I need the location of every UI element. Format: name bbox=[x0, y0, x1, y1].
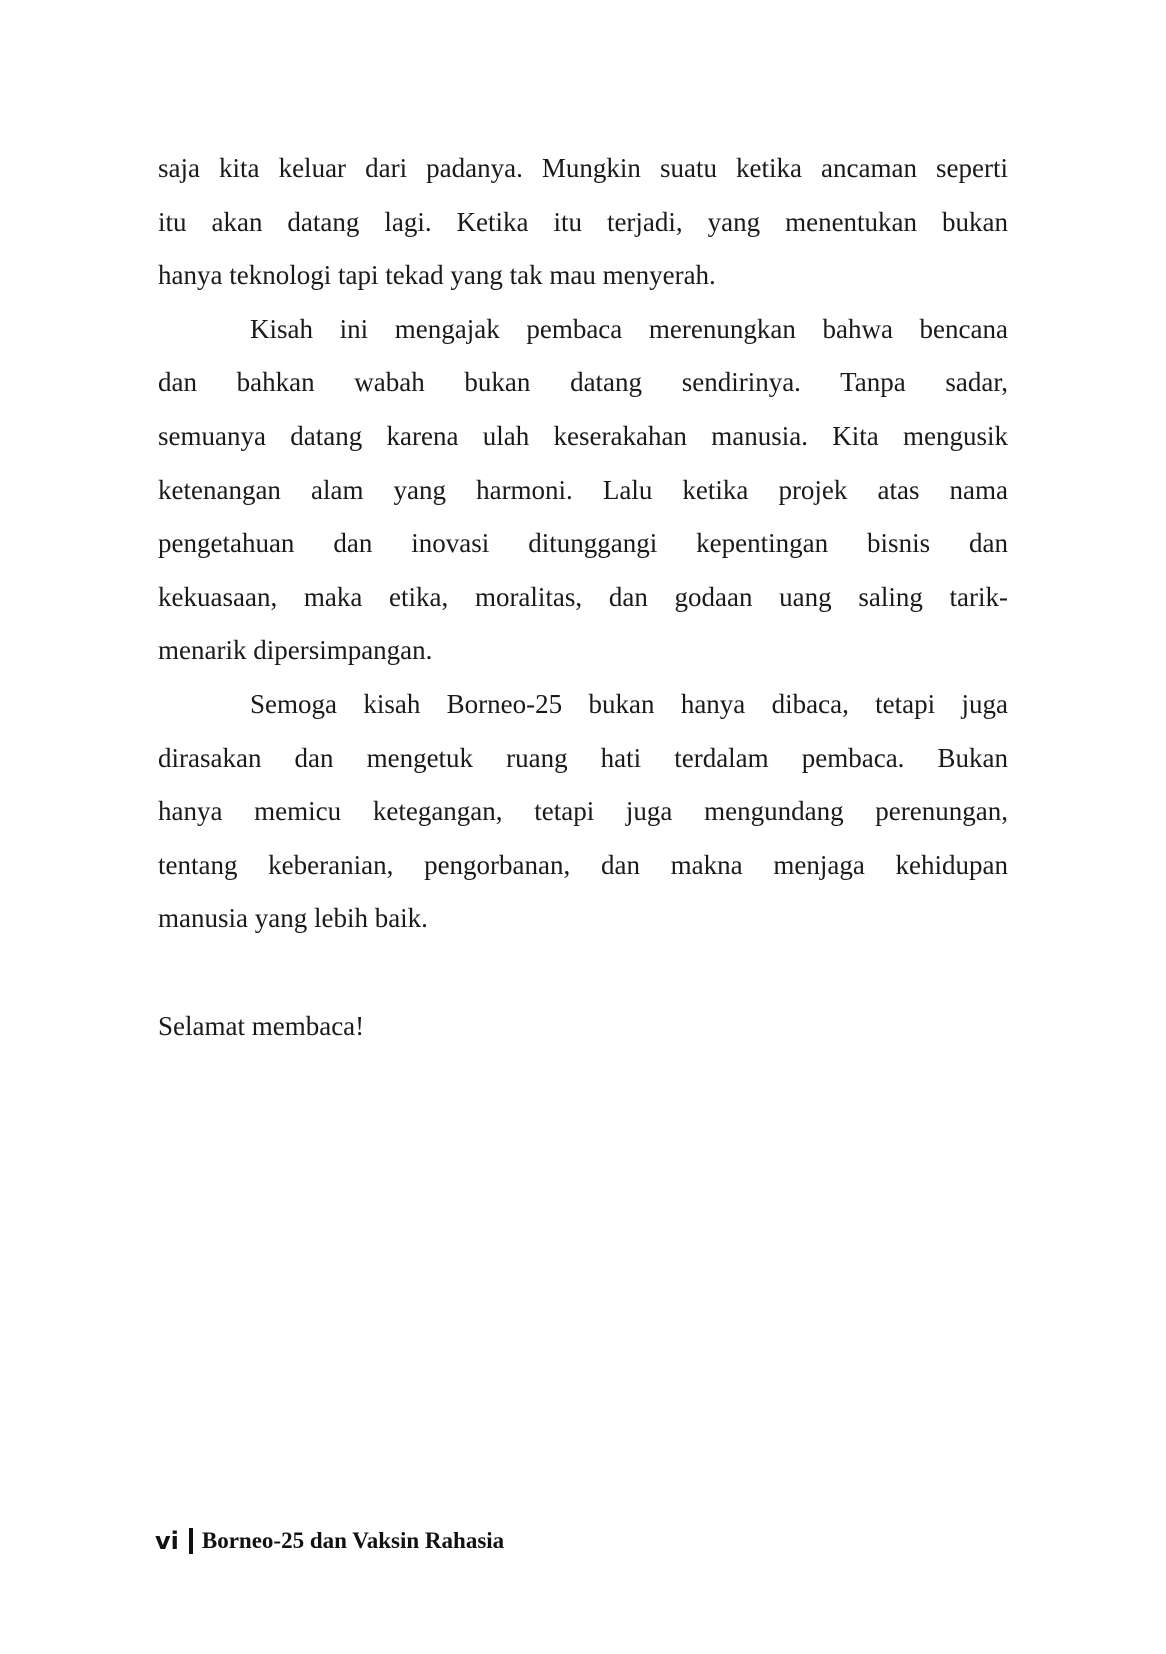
text-line: Kisah ini mengajak pembaca merenungkan bahwa bencana bbox=[250, 313, 1008, 344]
running-title: Borneo-25 dan Vaksin Rahasia bbox=[201, 1528, 505, 1553]
text-line: hanya memicu ketegangan, tetapi juga mengundang perenungan, bbox=[158, 796, 1008, 827]
text-line: dan bahkan wabah bukan datang sendirinya. Tanpa sadar, bbox=[158, 367, 1008, 398]
text-line: semuanya datang karena ulah keserakahan manusia. Kita mengusik bbox=[158, 420, 1008, 451]
text-line: hanya teknologi tapi tekad yang tak mau menyerah. bbox=[158, 260, 716, 291]
text-line: ketenangan alam yang harmoni. Lalu ketika projek atas nama bbox=[158, 474, 1008, 505]
paragraph-2 bbox=[158, 309, 1008, 684]
text-line: dirasakan dan mengetuk ruang hati terdalam pembaca. Bukan bbox=[158, 742, 1008, 773]
text-line: tentang keberanian, pengorbanan, dan makna menjaga kehidupan bbox=[158, 849, 1008, 880]
page-number: vi bbox=[155, 1527, 179, 1555]
text-line: Semoga kisah Borneo-25 bukan hanya dibaca, tetapi juga bbox=[250, 688, 1008, 719]
text-line: pengetahuan dan inovasi ditunggangi kepentingan bisnis dan bbox=[158, 528, 1008, 559]
page-footer bbox=[155, 1527, 504, 1555]
text-line: saja kita keluar dari padanya. Mungkin suatu ketika ancaman seperti bbox=[158, 153, 1008, 183]
text-line: menarik dipersimpangan. bbox=[158, 635, 433, 666]
paragraph-1 bbox=[158, 148, 1008, 309]
text-line: itu akan datang lagi. Ketika itu terjadi, yang menentukan bukan bbox=[158, 206, 1008, 237]
closing-line: Selamat membaca! bbox=[158, 1010, 365, 1041]
paragraph-3 bbox=[158, 684, 1008, 952]
body-text bbox=[158, 148, 1008, 1060]
text-line: manusia yang lebih baik. bbox=[158, 903, 428, 934]
text-line: kekuasaan, maka etika, moralitas, dan godaan uang saling tarik- bbox=[158, 581, 1008, 612]
footer-divider bbox=[189, 1528, 193, 1554]
